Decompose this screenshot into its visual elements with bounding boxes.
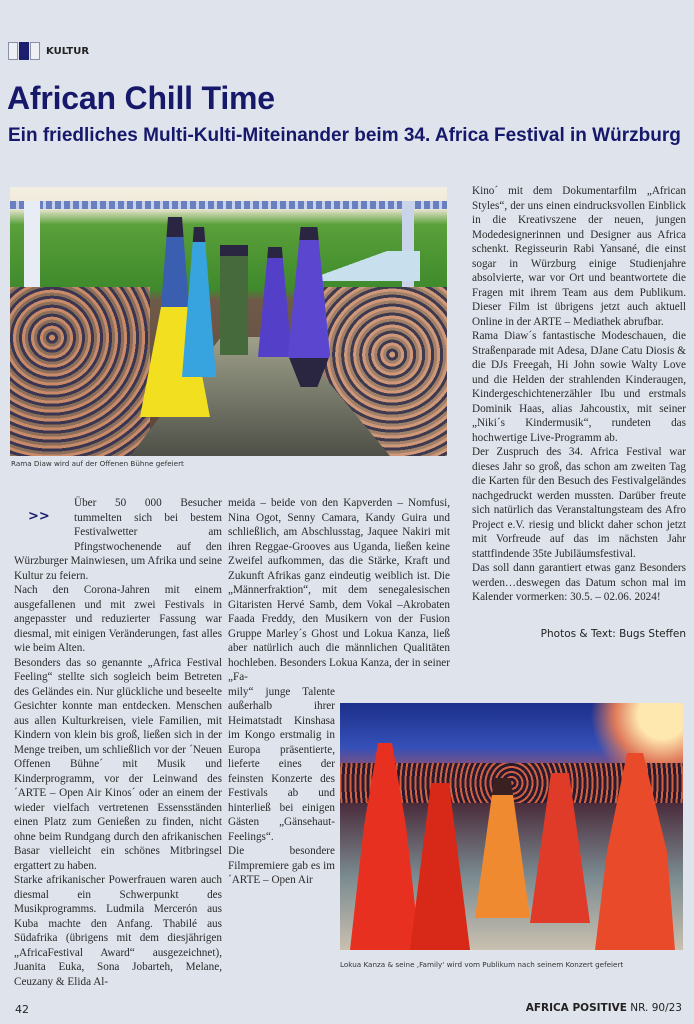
truss-pole-left [24, 201, 40, 301]
photo-concert-family [340, 703, 683, 950]
photo2-caption: Lokua Kanza & seine ‚Family‘ wird vom Publikum nach seinem Konzert gefeiert [340, 960, 624, 969]
article-column-2-narrow [228, 685, 335, 888]
paragraph: Das soll dann garantiert etwas ganz Besonders werden…deswegen das Datum schon mal im Kalender vormerken: 30.5. – 02.06. 2024! [472, 562, 686, 603]
photo-fashion-show [10, 187, 447, 456]
magazine-footer [526, 1002, 682, 1014]
tents [310, 251, 420, 281]
section-marker-icon [8, 42, 40, 60]
performer-red-2 [410, 783, 470, 950]
paragraph: Rama Diaw´s fantastische Modeschauen, die Straßenparade mit Adesa, DJane Catu Diosis & die DJs Freegah, Hi John sowie Walty Love und die Helden der strahlenden Kinderaugen, Kindergeschichtenerzähler Ibu und erstmals Dominik Haas, alias Jahcoustix, mit seiner „Niki´s Kindermusik“, rundeten das hochwertige Live-Programm ab. [472, 330, 686, 444]
paragraph: Besonders das so genannte „Africa Festival Feeling“ stellte sich sogleich beim Betreten des Geländes ein. Nur glückliche und beseelte Gesichter konnte man entdecken. Menschen aus allen Kulturkreisen, viele Familien, mit Kindern von klein bis groß, ließen sich in der Menge treiben, um schließlich vor der ´Neuen Offenen Bühne´ mit Musik und Kinderprogramm, vor der Leinwand des ´ARTE – Open Air Kinos´ oder an einem der wieder vielfach vertretenen Essensständen einen Platz zum Genießen zu finden, nicht ohne beim Rundgang durch den afrikanischen Basar vielleicht ein schönes Mitbringsel ergattert zu haben. [14, 656, 222, 872]
photo1-caption: Rama Diaw wird auf der Offenen Bühne gefeiert [11, 459, 184, 468]
article-column-1 [14, 496, 222, 989]
article-column-3 [472, 184, 686, 641]
paragraph: mily“ junge Talente außerhalb ihrer Heimatstadt Kinshasa im Kongo erstmalig in Europa präsentierte, lieferte eines der feinsten Konzerte des Festivals ab und hinterließ bei einigen Gästen „Gänsehaut-Feelings“. [228, 685, 335, 843]
photo-text-credit: Photos & Text: Bugs Steffen [540, 627, 686, 640]
lead-arrow-icon: >> [28, 509, 50, 524]
article-subtitle: Ein friedliches Multi-Kulti-Miteinander beim 34. Africa Festival in Würzburg [8, 125, 681, 146]
magazine-name: AFRICA POSITIVE [525, 1002, 627, 1014]
section-header [8, 42, 89, 60]
article-title: African Chill Time [7, 80, 275, 116]
paragraph: Der Zuspruch des 34. Africa Festival war dieses Jahr so groß, das schon am zweiten Tag die Karten für den Besuch des Festivalgeländes nachgedruckt werden mussten. Darüber freute sich natürlich das Veranstaltungsteam des Afro Project e.V. riesig und blickt daher schon jetzt mit Vorfreude auf das im nächsten Jahr stattfindende 35te Jubiläumsfestival. [472, 446, 686, 560]
paragraph: Nach den Corona-Jahren mit einem ausgefallenen und mit zwei Festivals in angepasster und reduzierter Fassung war diesmal, mit einigen Veränderungen, fast alles wie beim Alten. [14, 584, 222, 654]
model-purple-dress-1 [258, 247, 292, 357]
stage-truss [10, 201, 447, 209]
page-number: 42 [15, 1003, 29, 1016]
paragraph: Kino´ mit dem Dokumentarfilm „African Styles“, der uns einen eindrucksvollen Einblick in die Kreativszene der neuen, jungen Modedesignerinnen und Designer aus Africa schenkt. Regisseurin Rabi Yansané, die einst sogar in Würzburg einige Studienjahre absolvierte, war vor Ort und beantwortete die Fragen mit ihrem Team aus dem Publikum. Dieser Film ist übrigens jetzt auch aktuell Online in der ARTE – Mediathek abrufbar. [472, 185, 686, 328]
crowd-left [10, 287, 150, 456]
issue-number: NR. 90/23 [630, 1002, 682, 1014]
paragraph: Über 50 000 Besucher tummelten sich bei bestem Festivalwetter am Pfingstwochenende auf den Würzburger Mainwiesen, um Afrika und seine Kultur zu feiern. [14, 497, 222, 582]
paragraph: Starke afrikanischer Powerfrauen waren auch diesmal ein Schwerpunkt des Musikprogramms. Ludmila Mercerón aus Kuba machte den Anfang. Thabilé aus Südafrika (übrigens mit dem diesjährigen „AfricaFestival Award“ ausgezeichnet), Juanita Euka, Sona Jobarteh, Melane, Ceuzany & Elida Al- [14, 874, 222, 988]
article-column-2-wide [228, 496, 450, 685]
model-green-outfit [220, 245, 248, 355]
paragraph: meida – beide von den Kapverden – Nomfusi, Nina Ogot, Senny Camara, Kandy Guira und schließlich, am Abschlusstag, Jaquee Nakiri mit ihren Reggae-Grooves aus Uganda, ließen keine Zweifel aufkommen, das die Stärke, Kraft und Zukunft Afrikas ganz eindeutig weiblich ist. Die „Männerfraktion“, mit dem senegalesischen Gitaristen Hervé Samb, dem Vokal –Akrobaten Faada Freddy, den Musikern von der Fusion Gruppe Marley´s Ghost und Lokua Kanza, ließ aber natürlich auch die männlichen Qualitäten hochleben. Besonders Lokua Kanza, der in seiner „Fa- [228, 497, 450, 683]
paragraph: Die besondere Filmpremiere gab es im ´ARTE – Open Air [228, 845, 335, 886]
section-label: KULTUR [46, 45, 90, 57]
